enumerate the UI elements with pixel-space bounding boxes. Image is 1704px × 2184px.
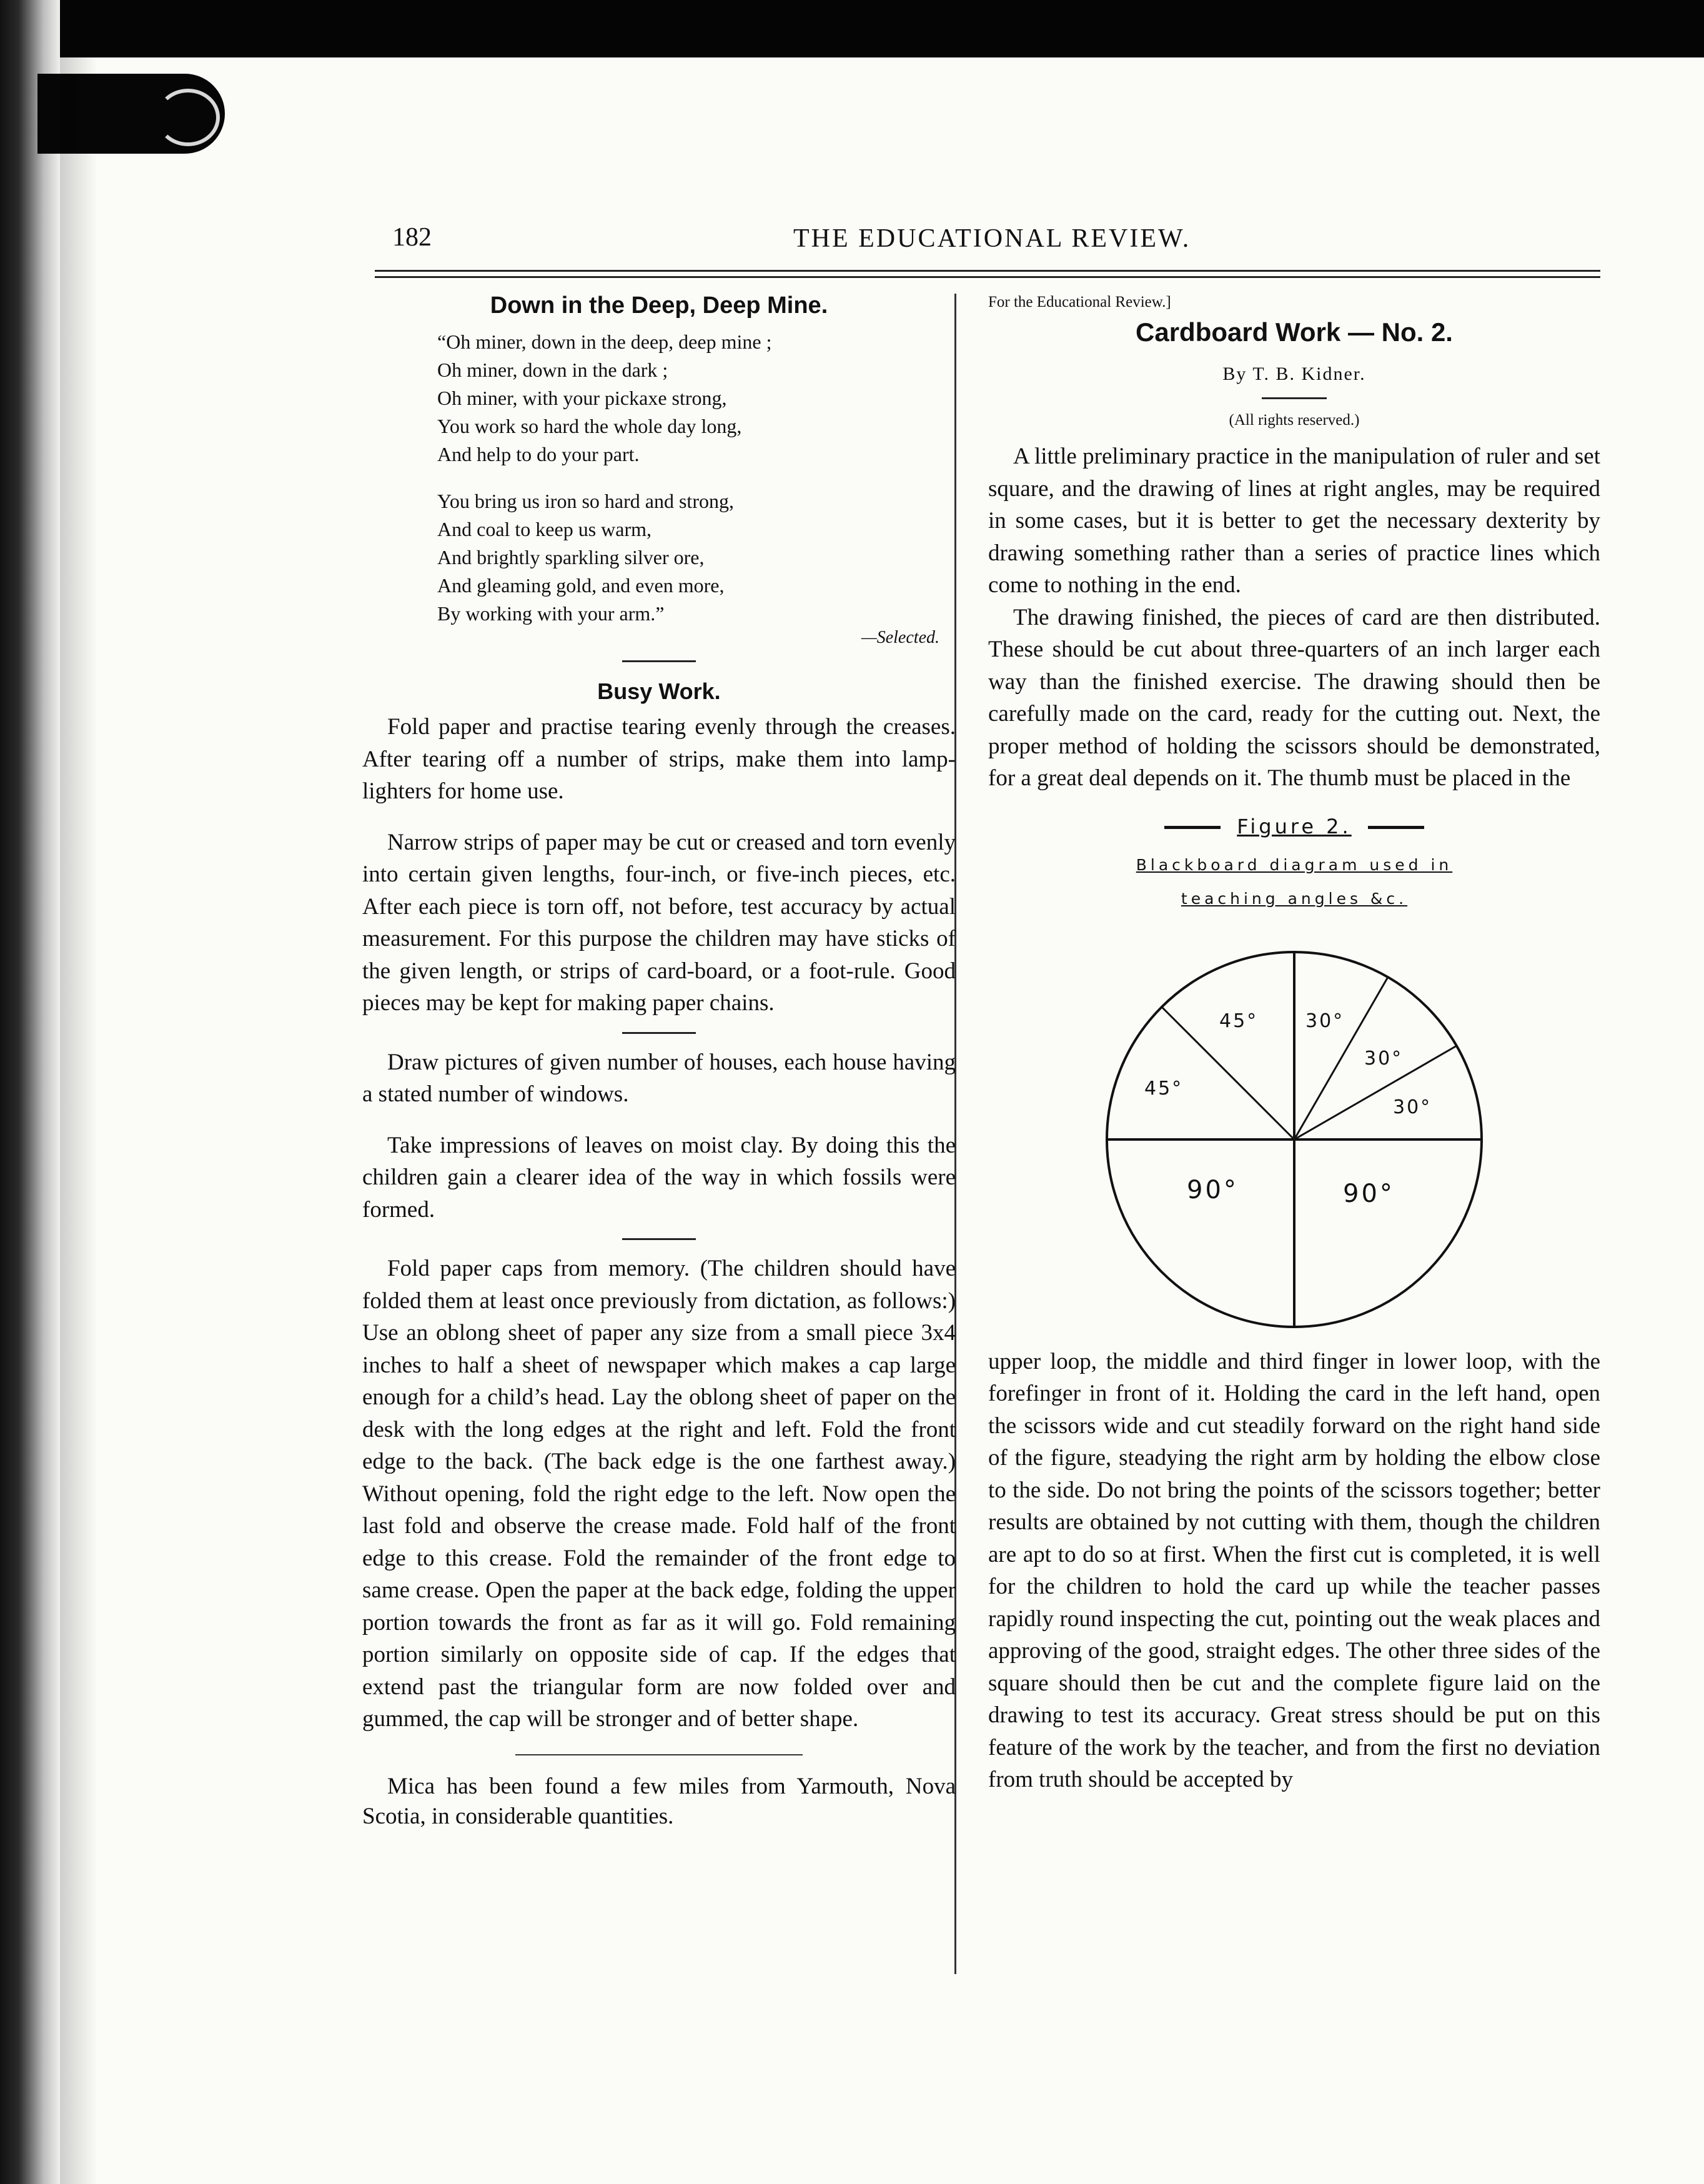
section-rule	[622, 1238, 696, 1240]
poem-stanza	[437, 487, 956, 628]
figure-caption-line	[988, 890, 1600, 908]
angle-label: 45°	[1219, 1010, 1259, 1032]
angle-label: 90°	[1187, 1175, 1239, 1204]
figure-title	[988, 815, 1600, 838]
header-rule-top	[375, 270, 1600, 272]
poem-line: And help to do your part.	[437, 443, 640, 465]
angle-circle-diagram	[1094, 940, 1494, 1339]
poem-line: Oh miner, down in the dark ;	[437, 359, 668, 381]
byline-rule	[1262, 397, 1327, 399]
paragraph: Narrow strips of paper may be cut or creased and torn evenly into certain given lengths, four-inch, or five-inch pieces, etc. After each piece is torn off, not before, test accuracy by actual measurement. For this purpose the children may have sticks of the given length, or strips of card-board, or a foot-rule. Good pieces may be kept for making paper chains.	[362, 829, 956, 1016]
running-head: THE EDUCATIONAL REVIEW.	[793, 224, 1191, 253]
poem-line: “Oh miner, down in the deep, deep mine ;	[437, 330, 772, 353]
angle-label: 45°	[1144, 1077, 1184, 1099]
mica-note: Mica has been found a few miles from Yarmouth, Nova Scotia, in considerable quantities.	[362, 1773, 956, 1829]
left-column	[362, 286, 956, 1832]
paragraph: Fold paper caps from memory. (The children should have folded them at least once previously from dictation, as follows:) Use an oblong sheet of paper any size from a small piece 3x4 inches to half a sheet of newspaper which makes a cap large enough for a child’s head. Lay the oblong sheet of paper on the desk with the long edges at the right and left. Fold the front edge to the back. (The back edge is the one farthest away.) Without opening, fold the right edge to the left. Now open the last fold and observe the crease made. Fold half of the front edge to this crease. Fold the remainder of the front edge to same crease. Open the paper at the back edge, folding the upper portion towards the front as far as it will go. Fold remaining portion similarly on opposite side of cap. If the edges that extend past the triangular form are now folded over and gummed, the cap will be stronger and of better shape.	[362, 1256, 956, 1732]
section-rule-long	[515, 1754, 803, 1755]
figure-2	[988, 808, 1600, 1346]
poem-line: You work so hard the whole day long,	[437, 415, 742, 437]
header-rule-bottom	[375, 276, 1600, 278]
angle-label: 30°	[1393, 1096, 1432, 1118]
binder-clip-hole	[156, 89, 220, 146]
paragraph: The drawing finished, the pieces of card are then distributed. These should be cut about three-quarters of an inch larger each way than the finished exercise. The drawing should then be carefully made on the card, ready for the cutting out. Next, the proper method of holding the scissors should be demonstrated, for a great deal depends on it. The thumb must be placed in the	[988, 604, 1600, 791]
section-rule	[622, 1032, 696, 1034]
paragraph: Draw pictures of given number of houses, each house having a stated number of windows.	[362, 1049, 956, 1107]
figure-title-dash	[1164, 826, 1221, 829]
page-number: 182	[392, 223, 432, 252]
busy-work-title: Busy Work.	[597, 678, 721, 704]
paragraph: Take impressions of leaves on moist clay. By doing this the children gain a clearer idea of the way in which fossils were formed.	[362, 1132, 956, 1223]
angle-label: 90°	[1343, 1179, 1395, 1208]
poem-title: Down in the Deep, Deep Mine.	[490, 292, 828, 319]
figure-title-dash	[1368, 826, 1424, 829]
poem-line: You bring us iron so hard and strong,	[437, 490, 734, 512]
angle-label: 30°	[1305, 1010, 1345, 1032]
poem-line: And gleaming gold, and even more,	[437, 574, 725, 597]
poem-line: Oh miner, with your pickaxe strong,	[437, 387, 727, 409]
rights-note: (All rights reserved.)	[1229, 412, 1360, 429]
figure-caption-text: teaching angles &c.	[1181, 889, 1408, 908]
right-column	[988, 294, 1600, 1796]
byline: By T. B. Kidner.	[1222, 364, 1366, 384]
paragraph: Fold paper and practise tearing evenly through the creases. After tearing off a number of strips, make them into lamp-lighters for home use.	[362, 714, 956, 804]
paragraph: A little preliminary practice in the manipulation of ruler and set square, and the drawing of lines at right angles, may be required in some cases, but it is better to get the necessary dexterity by drawing something rather than a series of practice lines which come to nothing in the end.	[988, 444, 1600, 598]
section-rule	[622, 660, 696, 662]
poem-line: And coal to keep us warm,	[437, 518, 652, 540]
article-title: Cardboard Work — No. 2.	[1136, 317, 1453, 347]
page-fold-shadow	[60, 57, 97, 2184]
scan-left-border	[0, 0, 60, 2184]
figure-title-text: Figure 2.	[1237, 814, 1352, 838]
spacer	[362, 1111, 956, 1129]
spacer	[362, 808, 956, 826]
poem-line: And brightly sparkling silver ore,	[437, 546, 705, 568]
paragraph: upper loop, the middle and third finger in lower loop, with the forefinger in front of it. Holding the card in the left hand, open the scissors wide and cut steadily forward on the right hand side of the figure, steadying the right arm by holding the elbow close to the side. Do not bring the points of the scissors together; better results are obtained by not cutting with them, though the children are apt to do so at first. When the first cut is completed, it is well for the children to hold the card up while the teacher passes rapidly round inspecting the cut, pointing out the weak places and approving of the good, straight edges. The other three sides of the square should then be cut and the complete figure laid on the drawing to test its accuracy. Great stress should be put on this feature of the work by the teacher, and from the first no deviation from truth should be accepted by	[988, 1348, 1600, 1792]
figure-caption-text: Blackboard diagram used in	[1136, 855, 1453, 874]
source-note: For the Educational Review.]	[988, 294, 1171, 310]
poem-credit: —Selected.	[861, 628, 939, 647]
poem-line: By working with your arm.”	[437, 602, 665, 625]
scan-top-border	[0, 0, 1704, 57]
figure-caption-line	[988, 856, 1600, 874]
angle-label: 30°	[1364, 1047, 1404, 1070]
poem	[437, 328, 956, 628]
poem-stanza	[437, 328, 956, 469]
